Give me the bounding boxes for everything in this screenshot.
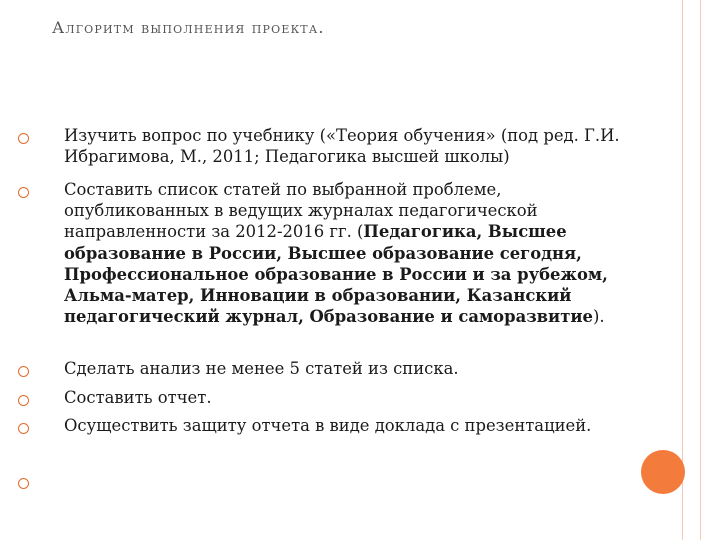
item-text: Сделать анализ не менее 5 статей из списка.	[64, 359, 459, 378]
item-text	[64, 179, 629, 327]
bullet-icon	[18, 366, 29, 377]
item-text: Изучить вопрос по учебнику («Теория обучения» (под ред. Г.И. Ибрагимова, М., 2011; Педагогика высшей школы)	[64, 126, 620, 167]
frame-line-right	[700, 0, 701, 540]
item-text-bold: Педагогика, Высшее образование в России, Высшее образование сегодня, Профессиональное образование в России и за рубежом, Альма-матер, Инновации в образовании, Казанский педагогический журнал, Образование и саморазвитие	[64, 222, 608, 327]
frame-line-left	[682, 0, 683, 540]
bullet-icon	[18, 423, 29, 434]
item-text-plain: Составить список статей по выбранной проблеме, опубликованных в ведущих журналах педагогической направленности за 2012-2016 гг. (	[64, 180, 538, 242]
slide-title: Алгоритм выполнения проекта.	[52, 18, 325, 37]
bullet-icon	[18, 187, 29, 198]
bullet-icon	[18, 395, 29, 406]
item-text-end: ).	[592, 307, 605, 327]
bullet-icon	[18, 133, 29, 144]
bullet-icon	[18, 478, 29, 489]
item-text: Составить отчет.	[64, 388, 212, 407]
item-text: Осуществить защиту отчета в виде доклада с презентацией.	[64, 416, 592, 435]
decorative-orange-circle	[641, 450, 685, 494]
